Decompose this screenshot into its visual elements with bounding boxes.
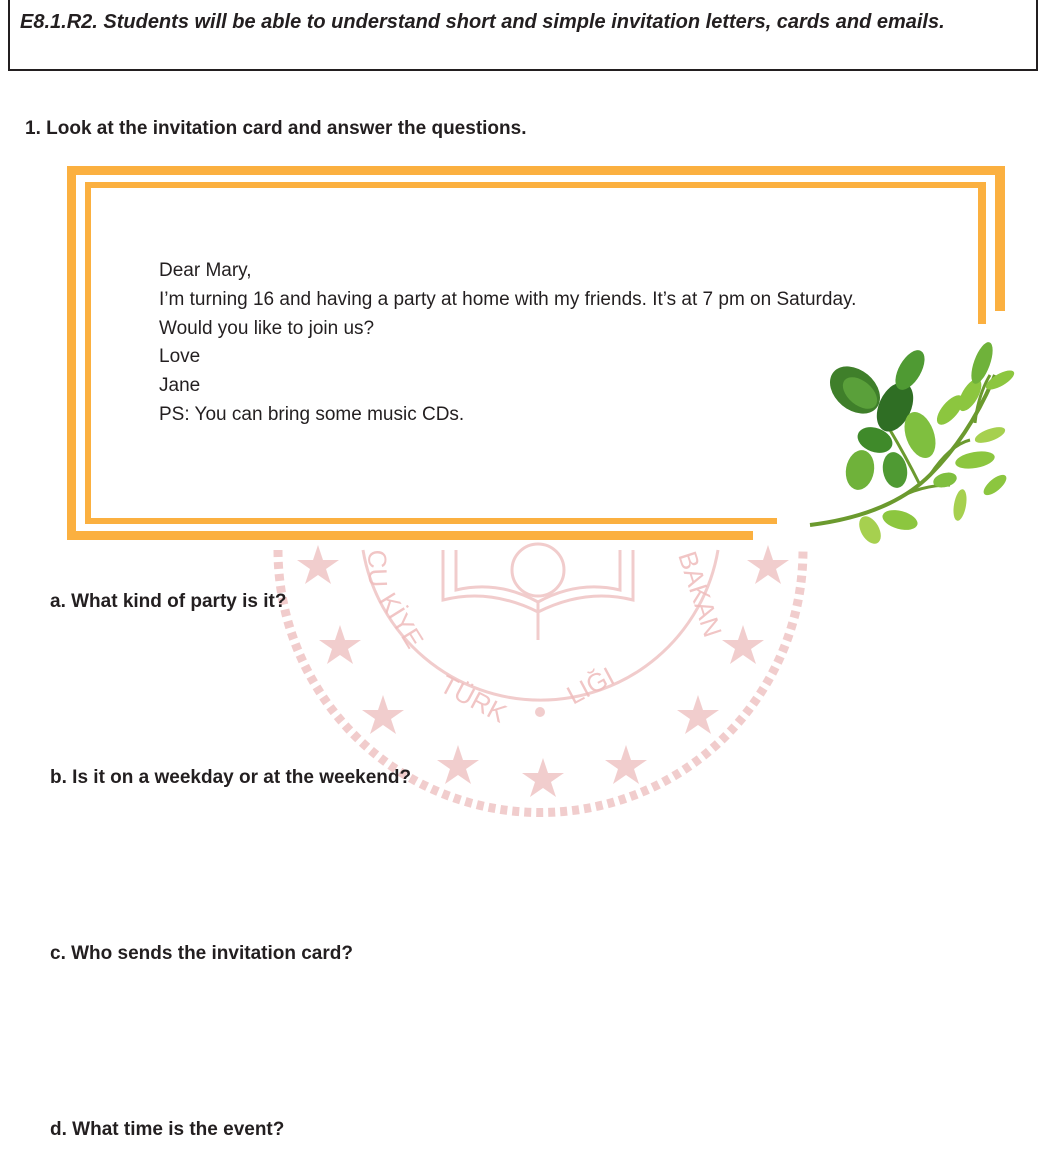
objective-text: E8.1.R2. Students will be able to understand short and simple invitation letters, cards and emails.: [20, 11, 945, 33]
letter-closing: Love: [159, 346, 201, 368]
answer-area-c[interactable]: [50, 977, 1000, 1087]
svg-text:CU: CU: [362, 549, 394, 588]
svg-text:LIĞI: LIĞI: [561, 660, 620, 711]
letter-body-line: Would you like to join us?: [159, 317, 375, 339]
answer-area-b[interactable]: [50, 801, 1000, 911]
question-b: b. Is it on a weekday or at the weekend?: [50, 767, 412, 788]
letter-signature: Jane: [159, 375, 201, 397]
answer-area-a[interactable]: [50, 625, 1000, 735]
letter-body-line: I’m turning 16 and having a party at home with my friends. It’s at 7 pm on Saturday.: [159, 288, 857, 310]
svg-text:TÜRK: TÜRK: [435, 668, 512, 729]
question-a: a. What kind of party is it?: [50, 591, 287, 612]
question-c: c. Who sends the invitation card?: [50, 943, 353, 964]
letter-greeting: Dear Mary,: [159, 260, 252, 281]
instruction-heading: 1. Look at the invitation card and answer the questions.: [25, 118, 527, 139]
leaf-branch-icon: [800, 335, 1015, 550]
question-d: d. What time is the event?: [50, 1119, 285, 1140]
svg-text:KİYE: KİYE: [372, 587, 430, 654]
letter-postscript: PS: You can bring some music CDs.: [159, 403, 465, 425]
invitation-letter: [159, 257, 856, 430]
svg-text:BAKAN: BAKAN: [672, 547, 729, 641]
